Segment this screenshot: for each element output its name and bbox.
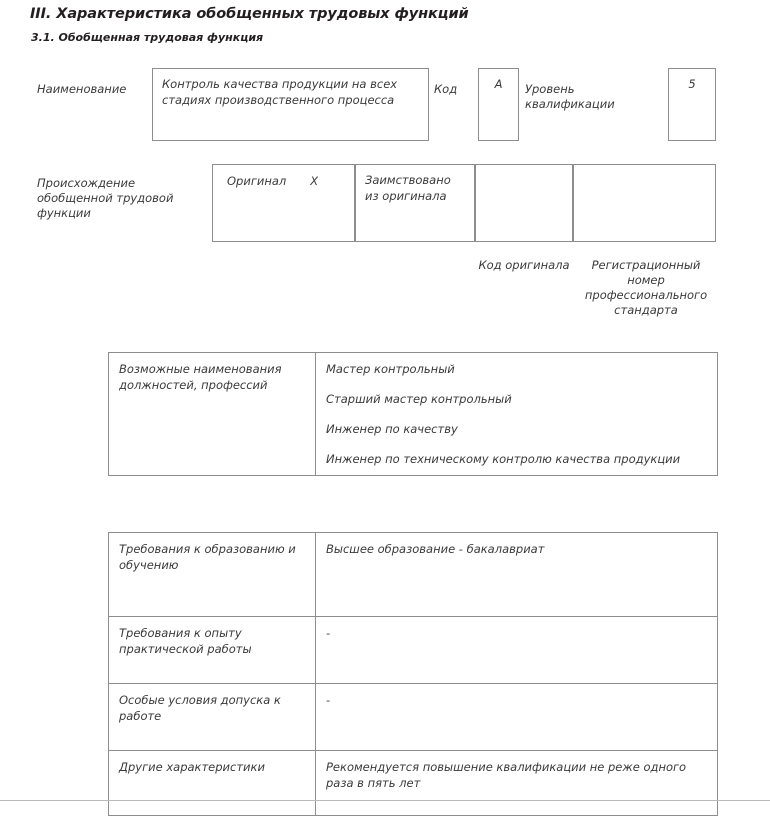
field-kod[interactable]: [478, 68, 519, 141]
field-kod-originala-value: [476, 165, 572, 179]
list-item: Старший мастер контрольный: [326, 392, 512, 406]
label-naimenovanie: Наименование: [37, 82, 127, 96]
label-proishozhdenie: Происхождение обобщенной трудовой функции: [37, 176, 174, 220]
field-registracionnyj-nomer-value: [574, 165, 715, 179]
field-original[interactable]: [212, 164, 355, 242]
table-positions: [108, 352, 718, 476]
list-item: Мастер контрольный: [326, 362, 455, 376]
table-row: [109, 684, 718, 751]
caption-kod-originala: Код оригинала: [478, 258, 570, 272]
section-subtitle: 3.1. Обобщенная трудовая функция: [31, 31, 264, 44]
table-row: [109, 617, 718, 684]
field-original-label: Оригинал: [227, 174, 287, 188]
requirement-label: Требования к опыту практической работы: [109, 617, 316, 684]
caption-registracionnyj-nomer: Регистрационный номер профессионального стандарта: [584, 258, 708, 317]
field-registracionnyj-nomer[interactable]: [573, 164, 716, 242]
field-uroven-kvalifikacii[interactable]: [668, 68, 716, 141]
requirement-label: Особые условия допуска к работе: [109, 684, 316, 751]
positions-label: Возможные наименования должностей, профессий: [109, 353, 316, 476]
field-zaimstvovano-label: Заимствовано из оригинала: [365, 173, 451, 203]
label-kod: Код: [434, 82, 458, 96]
field-kod-value: A: [494, 77, 503, 91]
field-kod-originala[interactable]: [475, 164, 573, 242]
table-row: [109, 533, 718, 617]
table-row: [109, 353, 718, 476]
positions-list: [316, 353, 718, 476]
requirement-label: Требования к образованию и обучению: [109, 533, 316, 617]
table-requirements: [108, 532, 718, 816]
page-title: III. Характеристика обобщенных трудовых функций: [30, 6, 469, 22]
requirement-label: Другие характеристики: [109, 751, 316, 816]
table-row: [109, 751, 718, 816]
field-original-mark: X: [310, 174, 319, 188]
list-item: Инженер по техническому контролю качества продукции: [326, 452, 681, 466]
label-uroven-kvalifikacii: Уровень квалификации: [525, 82, 615, 111]
field-zaimstvovano[interactable]: [355, 164, 475, 242]
field-uroven-value: 5: [688, 77, 696, 91]
field-naimenovanie[interactable]: [152, 68, 429, 141]
requirement-value: Рекомендуется повышение квалификации не реже одного раза в пять лет: [316, 751, 718, 816]
field-naimenovanie-value: Контроль качества продукции на всех стадиях производственного процесса: [162, 77, 398, 107]
requirement-value: -: [316, 684, 718, 751]
requirement-value: -: [316, 617, 718, 684]
requirement-value: Высшее образование - бакалавриат: [316, 533, 718, 617]
footer-divider: [0, 800, 770, 801]
list-item: Инженер по качеству: [326, 422, 458, 436]
